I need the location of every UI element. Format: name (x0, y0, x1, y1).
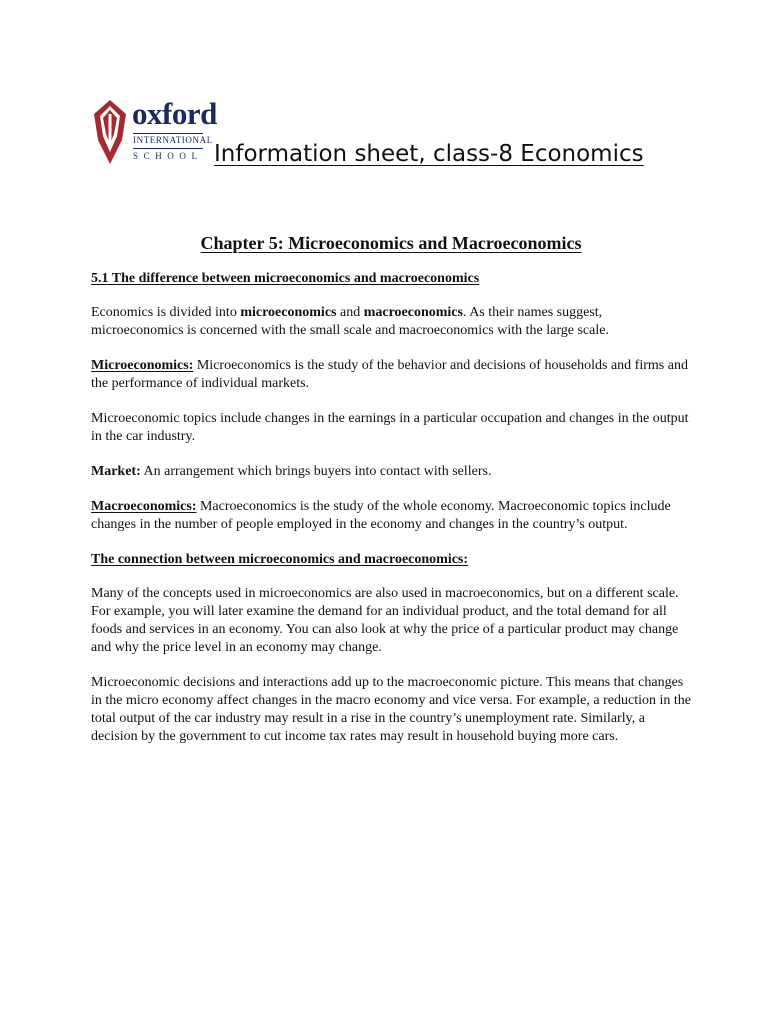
connection-paragraph-2: Microeconomic decisions and interactions add up to the macroeconomic picture. This means that changes in the micro economy affect changes in the macro economy and vice versa. For example, a reduction in the total output of the car industry may result in a rise in the country’s unemployment rate. Similarly, a decision by the government to cut income tax rates may result in household buying more cars. (91, 675, 691, 744)
school-logo (92, 96, 217, 168)
logo-divider (133, 133, 203, 134)
section-heading-text: 5.1 The difference between microeconomics and macroeconomics (91, 271, 480, 286)
logo-subtitle-school: SCHOOL (133, 151, 203, 161)
logo-divider (133, 148, 203, 149)
definition-text: An arrangement which brings buyers into contact with sellers. (140, 464, 492, 479)
term-microeconomics: microeconomics (240, 305, 337, 320)
definition-term: Market: (91, 464, 141, 479)
page-header (92, 98, 692, 178)
section-heading (91, 551, 691, 569)
text-run: . As their names suggest, microeconomics is concerned with the small scale and macroeconomics with the large scale. (91, 305, 609, 338)
market-definition (91, 463, 691, 481)
text-run: Economics is divided into (91, 305, 241, 320)
document-body (91, 232, 691, 763)
ois-emblem-icon (92, 100, 128, 164)
definition-text: Macroeconomics is the study of the whole economy. Macroeconomic topics include changes in the number of people employed in the economy and changes in the country’s output. (91, 499, 671, 532)
definition-term: Microeconomics: (91, 358, 194, 373)
microeconomics-definition (91, 357, 691, 393)
text-run: and (336, 305, 364, 320)
macroeconomics-definition (91, 498, 691, 534)
logo-wordmark: oxford (132, 96, 217, 131)
definition-term: Macroeconomics: (91, 499, 197, 514)
definition-text: Microeconomics is the study of the behavior and decisions of households and firms and the performance of individual markets. (91, 358, 688, 391)
chapter-title (91, 232, 691, 254)
term-macroeconomics: macroeconomics (363, 305, 463, 320)
microeconomic-topics-paragraph: Microeconomic topics include changes in the earnings in a particular occupation and changes in the output in the car industry. (91, 411, 689, 444)
chapter-title-text: Chapter 5: Microeconomics and Macroeconomics (200, 233, 582, 253)
section-heading-text: The connection between microeconomics and macroeconomics: (91, 552, 469, 567)
sheet-title: Information sheet, class-8 Economics (214, 141, 644, 167)
section-heading (91, 270, 691, 288)
logo-subtitle-international: INTERNATIONAL (133, 135, 213, 145)
connection-paragraph-1: Many of the concepts used in microeconomics are also used in macroeconomics, but on a different scale. For example, you will later examine the demand for an individual product, and the total demand for all foods and services in an economy. You can also look at why the price of a particular product may change and why the price level in an economy may change. (91, 586, 679, 655)
intro-paragraph (91, 304, 691, 340)
